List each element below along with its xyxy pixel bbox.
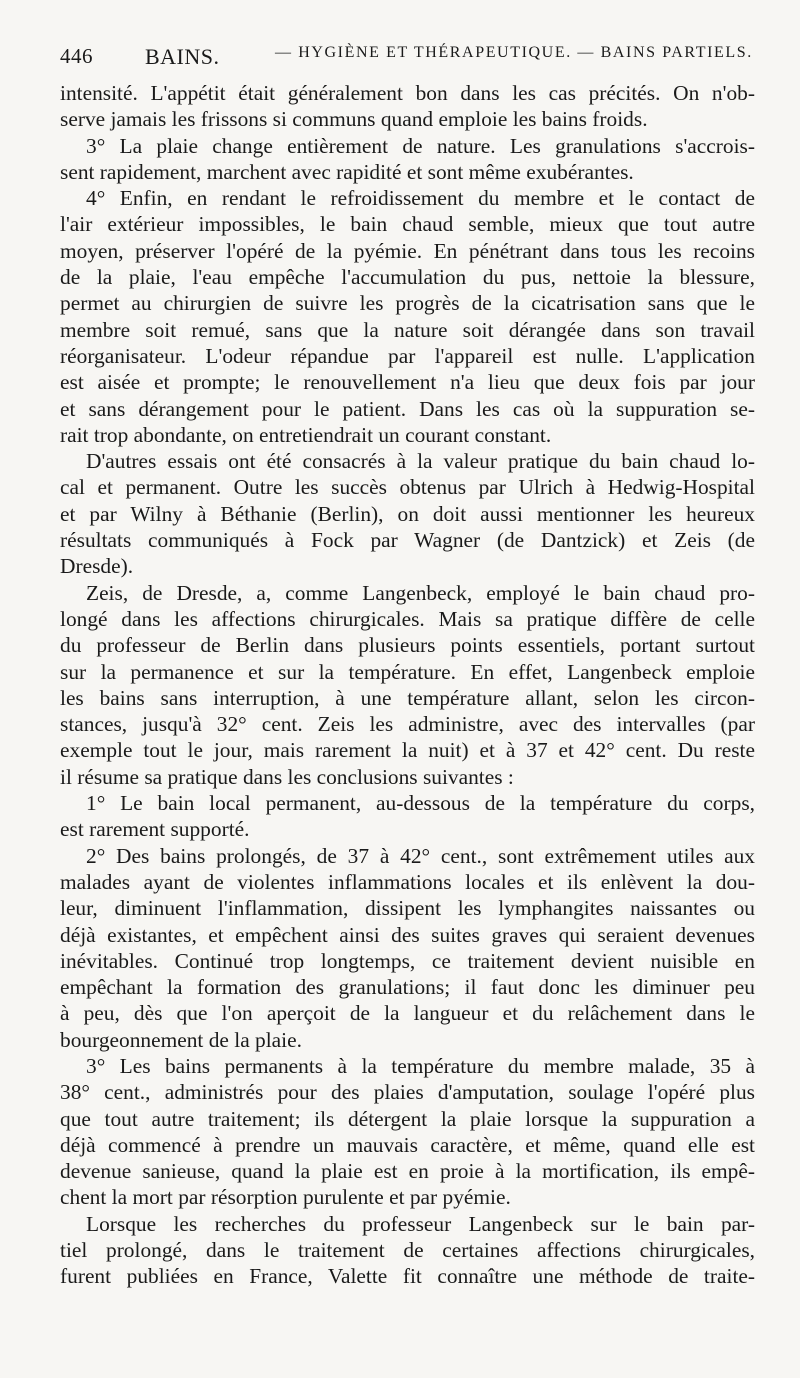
text-line: leur, diminuent l'inflammation, dissipent les lymphangites naissantes ou (60, 896, 755, 921)
text-line: Zeis, de Dresde, a, comme Langenbeck, employé le bain chaud pro- (86, 580, 755, 605)
running-subtitle: — HYGIÈNE ET THÉRAPEUTIQUE. — BAINS PARTIELS. (275, 44, 753, 61)
text-line: longé dans les affections chirurgicales. Mais sa pratique diffère de celle (60, 606, 755, 631)
text-line: inévitables. Continué trop longtemps, ce traitement devient nuisible en (60, 948, 755, 973)
running-title: BAINS. (145, 44, 220, 69)
text-line: devenue sanieuse, quand la plaie est en proie à la mortification, ils empê- (60, 1159, 755, 1184)
text-line: 1° Le bain local permanent, au-dessous de la température du corps, (86, 791, 755, 816)
text-line: sur la permanence et sur la température. En effet, Langenbeck emploie (60, 659, 755, 684)
text-line: furent publiées en France, Valette fit connaître une méthode de traite- (60, 1264, 755, 1289)
text-line: déjà commencé à prendre un mauvais caractère, et même, quand elle est (60, 1132, 755, 1157)
text-line: de la plaie, l'eau empêche l'accumulation du pus, nettoie la blessure, (60, 265, 755, 290)
text-line: déjà existantes, et empêchent ainsi des suites graves qui seraient devenues (60, 922, 755, 947)
text-line: et par Wilny à Béthanie (Berlin), on doit aussi mentionner les heureux (60, 501, 755, 526)
text-line: rait trop abondante, on entretiendrait un courant constant. (60, 422, 552, 447)
text-line: intensité. L'appétit était généralement bon dans les cas précités. On n'ob- (60, 81, 755, 105)
text-line: réorganisateur. L'odeur répandue par l'appareil est nulle. L'application (60, 343, 755, 368)
text-line: est aisée et prompte; le renouvellement n'a lieu que deux fois par jour (60, 370, 755, 395)
text-line: est rarement supporté. (60, 817, 250, 842)
text-line: chent la mort par résorption purulente et par pyémie. (60, 1185, 511, 1210)
text-line: cal et permanent. Outre les succès obtenus par Ulrich à Hedwig-Hospital (60, 475, 755, 500)
text-line: l'air extérieur impossibles, le bain chaud semble, mieux que tout autre (60, 212, 755, 237)
text-line: empêchant la formation des granulations; il faut donc les diminuer peu (60, 975, 755, 1000)
text-line: Dresde). (60, 554, 134, 579)
text-line: résultats communiqués à Fock par Wagner (de Dantzick) et Zeis (de (60, 528, 755, 553)
text-line: exemple tout le jour, mais rarement la nuit) et à 37 et 42° cent. Du reste (60, 738, 755, 763)
text-line: et sans dérangement pour le patient. Dans les cas où la suppuration se- (60, 396, 755, 421)
text-line: Lorsque les recherches du professeur Langenbeck sur le bain par- (86, 1211, 755, 1236)
text-line: D'autres essais ont été consacrés à la valeur pratique du bain chaud lo- (86, 449, 755, 474)
text-line: membre soit remué, sans que la nature soit dérangée dans son travail (60, 317, 755, 342)
text-line: sent rapidement, marchent avec rapidité et sont même exubérantes. (60, 159, 634, 184)
text-line: 38° cent., administrés pour des plaies d'amputation, soulage l'opéré plus (60, 1080, 755, 1105)
text-line: à peu, dès que l'on aperçoit de la langueur et du relâchement dans le (60, 1001, 755, 1026)
text-line: 3° La plaie change entièrement de nature. Les granulations s'accrois- (86, 133, 755, 158)
text-line: du professeur de Berlin dans plusieurs points essentiels, portant surtout (60, 633, 755, 658)
body-text (60, 80, 755, 1290)
text-line: 4° Enfin, en rendant le refroidissement du membre et le contact de (86, 186, 755, 211)
text-line: il résume sa pratique dans les conclusions suivantes : (60, 764, 514, 789)
text-line: stances, jusqu'à 32° cent. Zeis les administre, avec des intervalles (par (60, 712, 755, 737)
text-line: moyen, préserver l'opéré de la pyémie. En pénétrant dans tous les recoins (60, 238, 755, 263)
text-line: permet au chirurgien de suivre les progrès de la cicatrisation sans que le (60, 291, 755, 316)
page-number: 446 (60, 44, 93, 68)
text-line: serve jamais les frissons si communs quand emploie les bains froids. (60, 107, 648, 132)
running-head (60, 38, 760, 72)
text-line: que tout autre traitement; ils détergent la plaie lorsque la suppuration a (60, 1106, 755, 1131)
text-line: bourgeonnement de la plaie. (60, 1027, 302, 1052)
text-line: 2° Des bains prolongés, de 37 à 42° cent., sont extrêmement utiles aux (86, 843, 755, 868)
text-line: tiel prolongé, dans le traitement de certaines affections chirurgicales, (60, 1238, 755, 1263)
text-line: les bains sans interruption, à une température allant, selon les circon- (60, 685, 755, 710)
text-line: 3° Les bains permanents à la température du membre malade, 35 à (86, 1053, 755, 1078)
text-line: malades ayant de violentes inflammations locales et ils enlèvent la dou- (60, 869, 755, 894)
